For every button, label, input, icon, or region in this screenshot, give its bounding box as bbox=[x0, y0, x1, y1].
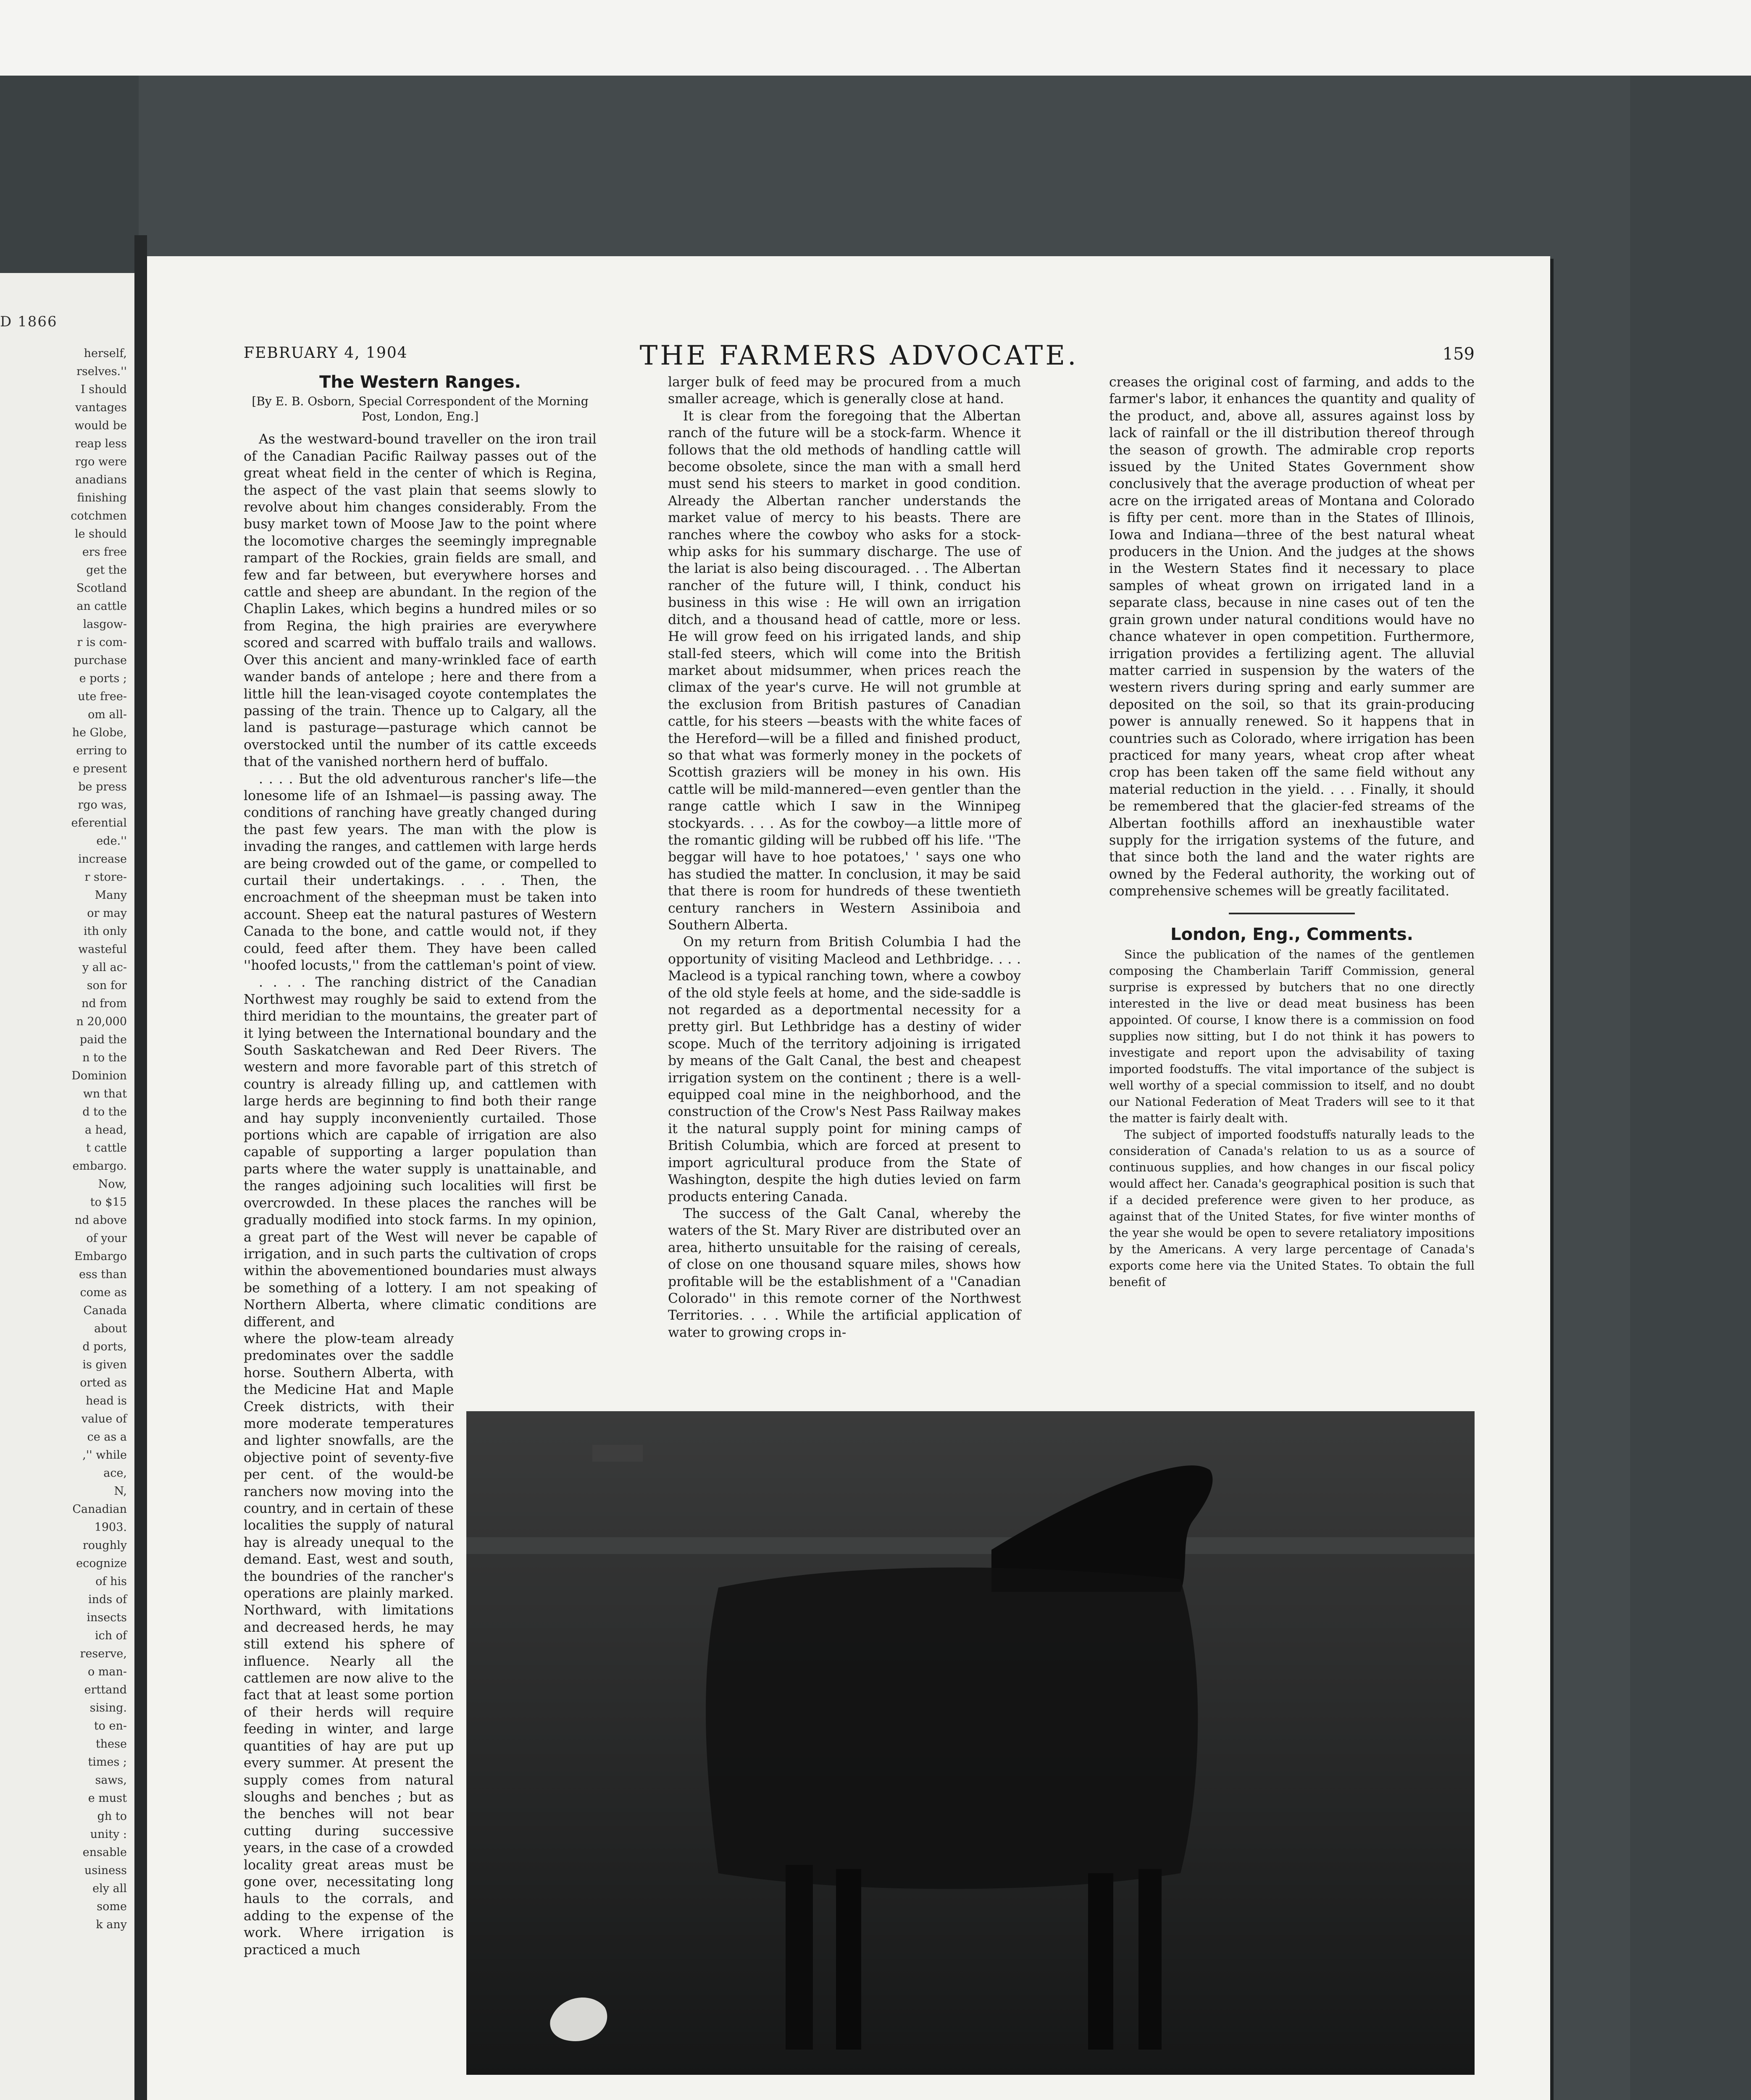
previous-page-line: to $15 bbox=[90, 1196, 127, 1209]
previous-page-line: e must bbox=[88, 1792, 127, 1805]
previous-page-line: t cattle bbox=[86, 1142, 127, 1155]
paragraph: creases the original cost of farming, and adds to the farmer's labor, it enhances the quantity and quality of the product, and, above all, assures against loss by lack of rainfall or the ill distribution thereof through the season of growth. The admirable crop reports issued by the United States Government show conclusively that the average production of wheat per acre on the irrigated areas of Montana and Colorado is fifty per cent. more than in the States of Illinois, Iowa and Indiana—three of the best natural wheat producers in the Union. And the judges at the shows in the Western States find it necessary to place samples of wheat grown on irrigated land in a separate class, because in nine cases out of ten the grain grown under natural conditions would have no chance whatever in open competition. Furthermore, irrigation provides a fertilizing agent. The alluvial matter carried in suspension by the waters of the western rivers during spring and early summer are deposited on the soil, so that its grain-producing power is annually renewed. So it happens that in countries such as Colorado, where irrigation has been practiced for many years, wheat crop after wheat crop has been taken off the same field without any material reduction in the yield. . . . Finally, it should be remembered that the glacier-fed streams of the Albertan foothills afford an inexhaustible water supply for the irrigation systems of the future, and that since both the land and the water rights are owned by the Federal authority, the working out of comprehensive schemes will be greatly facilitated. bbox=[1109, 375, 1475, 899]
scan-top-margin bbox=[0, 0, 1751, 76]
previous-page-line: rselves.'' bbox=[76, 365, 127, 378]
previous-page-line: insects bbox=[87, 1611, 127, 1624]
previous-page-text bbox=[0, 344, 139, 1934]
previous-page-line: n to the bbox=[82, 1051, 127, 1064]
previous-page-line: Embargo bbox=[74, 1250, 127, 1263]
previous-page-line: lasgow- bbox=[83, 618, 127, 631]
previous-page-line: eferential bbox=[71, 816, 127, 830]
previous-page-line: reap less bbox=[75, 437, 127, 450]
previous-page-line: erttand bbox=[84, 1683, 127, 1696]
previous-page-line: get the bbox=[86, 564, 127, 577]
previous-page-line: inds of bbox=[88, 1593, 127, 1606]
previous-page-line: or may bbox=[87, 907, 127, 920]
previous-page-line: N, bbox=[114, 1485, 127, 1498]
previous-page-line: about bbox=[94, 1322, 127, 1335]
previous-page-line: of your bbox=[86, 1232, 127, 1245]
previous-page-header: D 1866 bbox=[0, 313, 58, 330]
previous-page-line: d ports, bbox=[82, 1340, 127, 1353]
previous-page-line: roughly bbox=[82, 1539, 127, 1552]
previous-page-line: gh to bbox=[97, 1810, 127, 1823]
previous-page-line: an cattle bbox=[76, 600, 127, 613]
previous-page-fragment bbox=[0, 273, 139, 2100]
previous-page-line: Scotland bbox=[76, 582, 127, 595]
previous-page-line: orted as bbox=[80, 1376, 127, 1389]
newspaper-page bbox=[147, 256, 1550, 2100]
previous-page-line: purchase bbox=[74, 654, 127, 667]
previous-page-line: reserve, bbox=[80, 1647, 127, 1660]
previous-page-line: value of bbox=[81, 1412, 127, 1425]
previous-page-line: to en- bbox=[94, 1719, 127, 1732]
paragraph: . . . . But the old adventurous rancher's life—the lonesome life of an Ishmael—is passing away. The conditions of ranching have greatly changed during the past few years. The man with the plow is invading the ranges, and cattlemen with large herds are being crowded out of the game, or compelled to curtail their undertakings. . . . Then, the encroachment of the sheepman must be taken into account. Sheep eat the natural pastures of Western Canada to the bone, and cattle would not, if they could, feed after them. They have been called ''hoofed locusts,'' from the cattleman's point of view. bbox=[244, 771, 597, 973]
previous-page-line: Dominion bbox=[71, 1069, 127, 1082]
page-number: 159 bbox=[1442, 344, 1475, 364]
paragraph: larger bulk of feed may be procured from a much smaller acreage, which is generally close at hand. bbox=[668, 375, 1021, 407]
previous-page-line: nd above bbox=[74, 1214, 127, 1227]
previous-page-line: finishing bbox=[77, 491, 127, 504]
horse-photograph bbox=[466, 1411, 1475, 2075]
previous-page-line: le should bbox=[74, 528, 127, 541]
previous-page-line: Many bbox=[95, 889, 127, 902]
previous-page-line: ecognize bbox=[76, 1557, 127, 1570]
previous-page-line: Canada bbox=[83, 1304, 127, 1317]
previous-page-line: sising. bbox=[89, 1701, 127, 1714]
previous-page-line: o man- bbox=[87, 1665, 127, 1678]
previous-page-line: these bbox=[95, 1738, 127, 1751]
previous-page-line: ely all bbox=[92, 1882, 127, 1895]
previous-page-line: herself, bbox=[84, 347, 127, 360]
paragraph: On my return from British Columbia I had the opportunity of visiting Macleod and Lethbridge. . . . Macleod is a typical ranching town, where a cowboy of the old style feels at home, and the side-saddle is not regarded as a deportmental necessity for a pretty girl. But Lethbridge has a destiny of wider scope. Much of the territory adjoining is irrigated by means of the Galt Canal, the best and cheapest irrigation system on the continent ; there is a well-equipped coal mine in the neighborhood, and the construction of the Crow's Nest Pass Railway makes it the natural supply point for mining camps of British Columbia, which are forced at present to import agricultural produce from the State of Washington, despite the high duties levied on farm products entering Canada. bbox=[668, 934, 1021, 1205]
previous-page-line: ce as a bbox=[87, 1431, 127, 1444]
previous-page-line: wn that bbox=[83, 1087, 127, 1100]
previous-page-line: is given bbox=[82, 1358, 127, 1371]
previous-page-line: erring to bbox=[76, 744, 127, 757]
paragraph: The subject of imported foodstuffs naturally leads to the consideration of Canada's relation to us as a source of continuous supplies, and how changes in our fiscal policy would affect her. Canada's geographical position is such that if a decided preference were given to her produce, as against that of the United States, for five winter months of the year she would be open to severe retaliatory impositions by the Americans. A very large percentage of Canada's exports come here via the United States. To obtain the full benefit of bbox=[1109, 1128, 1475, 1289]
previous-page-line: son for bbox=[87, 979, 127, 992]
previous-page-line: n 20,000 bbox=[76, 1015, 127, 1028]
previous-page-line: e ports ; bbox=[79, 672, 127, 685]
previous-page-line: Canadian bbox=[72, 1503, 127, 1516]
previous-page-line: ers free bbox=[82, 546, 127, 559]
previous-page-line: saws, bbox=[95, 1774, 127, 1787]
page-gutter-shadow bbox=[134, 235, 147, 2100]
article-title-london-comments: London, Eng., Comments. bbox=[1170, 924, 1413, 944]
previous-page-line: nd from bbox=[81, 997, 127, 1010]
section-divider bbox=[1229, 913, 1355, 914]
paragraph: As the westward-bound traveller on the iron trail of the Canadian Pacific Railway passes out of the great wheat field in the center of which is Regina, the aspect of the vast plain that seems slowly to revolve about him changes considerably. From the busy market town of Moose Jaw to the point where the locomotive charges the seemingly impregnable rampart of the Rockies, grain fields are small, and few and far between, but everywhere horses and cattle and sheep are abundant. In the region of the Chaplin Lakes, which begins a hundred miles or so from Regina, the high prairies are everywhere scored and scarred with buffalo trails and wallows. Over this ancient and many-wrinkled face of earth wander bands of antelope ; here and there from a little hill the lean-visaged coyote contemplates the passing of the train. Thence up to Calgary, all the land is pasturage—pasturage which cannot be overstocked until the number of its cattle exceeds that of the vanished northern herd of buffalo. bbox=[244, 432, 597, 770]
previous-page-line: Now, bbox=[98, 1178, 127, 1191]
previous-page-line: rgo was, bbox=[78, 798, 127, 811]
previous-page-line: be press bbox=[78, 780, 127, 793]
previous-page-line: k any bbox=[96, 1918, 127, 1931]
paragraph: . . . . The ranching district of the Canadian Northwest may roughly be said to extend from the third meridian to the mountains, the greater part of it lying between the International boundary and the South Saskatchewan and Red Deer Rivers. The western and more favorable part of this stretch of country is already filling up, and cattlemen with large herds are beginning to find both their range and hay supply inconveniently curtailed. Those portions which are capable of irrigation are also capable of supporting a larger population than parts where the water supply is unattainable, and the ranges adjoining such localities will first be overcrowded. In these places the ranches will be gradually modified into stock farms. In my opinion, a great part of the West will never be capable of irrigation, and in such parts the cultivation of crops within the abovementioned boundaries must always be something of a lottery. I am not speaking of Northern Alberta, where climatic conditions are different, and bbox=[244, 975, 597, 1330]
previous-page-line: increase bbox=[78, 853, 127, 866]
previous-page-line: I should bbox=[80, 383, 127, 396]
previous-page-line: anadians bbox=[75, 473, 127, 486]
previous-page-line: some bbox=[97, 1900, 127, 1913]
previous-page-line: r is com- bbox=[77, 636, 127, 649]
previous-page-line: ace, bbox=[103, 1467, 127, 1480]
column-2 bbox=[668, 374, 1021, 1508]
previous-page-line: d to the bbox=[82, 1105, 127, 1118]
previous-page-line: of his bbox=[95, 1575, 127, 1588]
paragraph: The success of the Galt Canal, whereby the waters of the St. Mary River are distributed over an area, hitherto unsuitable for the raising of cereals, of close on one thousand square miles, shows how profitable will be the establishment of a ''Canadian Colorado'' in this remote corner of the Northwest Territories. . . . While the artificial application of water to growing crops in- bbox=[668, 1206, 1021, 1340]
paragraph: It is clear from the foregoing that the Albertan ranch of the future will be a stock-farm. Whence it follows that the old methods of handling cattle will become obsolete, since the man with a small herd must send his steers to market in good condition. Already the Albertan rancher understands the market value of mercy to his beasts. There are ranches where the cowboy who asks for a stock-whip asks for his summary discharge. The use of the lariat is also being discouraged. . . The Albertan rancher of the future will, I think, conduct his business in this wise : He will own an irrigation ditch, and a thousand head of cattle, more or less. He will grow feed on his irrigated lands, and ship stall-fed steers, which will come into the British market about midsummer, when prices reach the climax of the year's curve. He will not grumble at the exclusion from British pastures of Canadian cattle, for his steers —beasts with the white faces of the Hereford—will be a filled and finished product, so that what was formerly money in the pockets of Scottish graziers will be money in his own. His cattle will be mild-mannered—even gentler than the range cattle which I saw in the Winnipeg stockyards. . . . As for the cowboy—a little more of the romantic gilding will be rubbed off his life. ''The beggar will have to hoe potatoes,' ' says one who has studied the matter. In conclusion, it may be said that there is room for hundreds of these twentieth century ranchers in Western Assiniboia and Southern Alberta. bbox=[668, 408, 1021, 933]
previous-page-line: ,'' while bbox=[82, 1449, 127, 1462]
running-head bbox=[244, 340, 1475, 374]
previous-page-line: ich of bbox=[95, 1629, 127, 1642]
previous-page-line: cotchmen bbox=[71, 509, 127, 522]
previous-page-line: ensable bbox=[82, 1846, 127, 1859]
scan-right-background bbox=[1630, 76, 1751, 2100]
horse-photo-image bbox=[466, 1411, 1475, 2075]
previous-page-line: he Globe, bbox=[72, 726, 127, 739]
previous-page-line: head is bbox=[86, 1394, 127, 1407]
previous-page-line: come as bbox=[80, 1286, 127, 1299]
previous-page-line: e present bbox=[73, 762, 127, 775]
paragraph: Since the publication of the names of the gentlemen composing the Chamberlain Tariff Commission, general surprise is expressed by butchers that no one directly interested in the live or dead meat business has been appointed. Of course, I know there is a commission on food supplies now sitting, but I do not think it has powers to investigate and report upon the advisability of taxing imported foodstuffs. The vital importance of the subject is well worthy of a special commission to itself, and no doubt our National Federation of Meat Traders will see to it that the matter is fairly dealt with. bbox=[1109, 948, 1475, 1125]
article-byline: [By E. B. Osborn, Special Correspondent of the Morning Post, London, Eng.] bbox=[252, 394, 589, 424]
previous-page-line: ess than bbox=[79, 1268, 127, 1281]
issue-date: FEBRUARY 4, 1904 bbox=[244, 344, 408, 362]
previous-page-line: y all ac- bbox=[82, 961, 127, 974]
previous-page-line: paid the bbox=[79, 1033, 127, 1046]
masthead: THE FARMERS ADVOCATE. bbox=[639, 340, 1079, 371]
previous-page-line: unity : bbox=[90, 1828, 127, 1841]
previous-page-line: wasteful bbox=[78, 943, 127, 956]
previous-page-line: rgo were bbox=[75, 455, 127, 468]
paragraph-beside-illustration: where the plow-team already predominates over the saddle horse. Southern Alberta, with the Medicine Hat and Maple Creek districts, with their more moderate temperatures and lighter snowfalls, are the objective point of seventy-five per cent. of the would-be ranchers now moving into the country, and in certain of these localities the supply of natural hay is already unequal to the demand. East, west and south, the boundries of the rancher's operations are plainly marked. Northward, with limitations and decreased herds, he may still extend his sphere of influence. Nearly all the cattlemen are now alive to the fact that at least some portion of their herds will require feeding in winter, and large quantities of hay are put up every summer. At present the supply comes from natural sloughs and benches ; but as the benches will not bear cutting during successive years, in the case of a crowded locality great areas must be gone over, necessitating long hauls to the corrals, and adding to the expense of the work. Where irrigation is practiced a much bbox=[244, 1331, 454, 1958]
previous-page-line: embargo. bbox=[72, 1160, 127, 1173]
article-title-western-ranges: The Western Ranges. bbox=[319, 373, 521, 392]
previous-page-line: ith only bbox=[84, 925, 127, 938]
previous-page-line: usiness bbox=[84, 1864, 127, 1877]
previous-page-line: om all- bbox=[88, 708, 127, 721]
previous-page-line: 1903. bbox=[94, 1521, 127, 1534]
previous-page-line: a head, bbox=[84, 1124, 127, 1137]
previous-page-line: r store- bbox=[84, 871, 127, 884]
column-3 bbox=[1109, 374, 1475, 1508]
previous-page-line: ede.'' bbox=[96, 835, 127, 848]
previous-page-line: vantages bbox=[75, 401, 127, 414]
previous-page-line: ute free- bbox=[78, 690, 127, 703]
previous-page-line: would be bbox=[74, 419, 127, 432]
previous-page-line: times ; bbox=[88, 1756, 127, 1769]
